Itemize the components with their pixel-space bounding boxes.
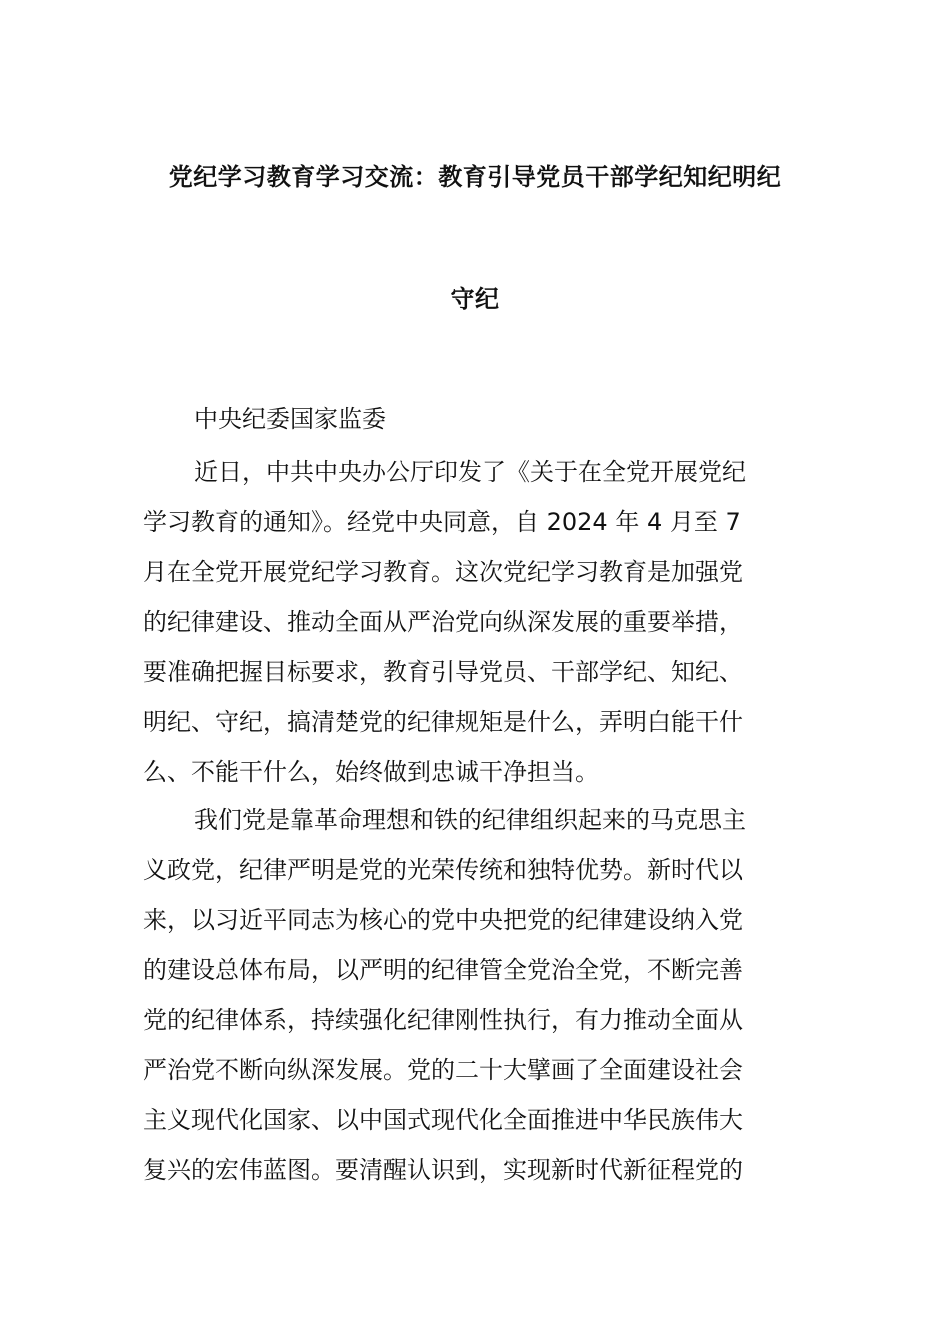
- paragraph-line: 复兴的宏伟蓝图。要清醒认识到，实现新时代新征程党的: [143, 1156, 743, 1184]
- paragraph-line: 来，以习近平同志为核心的党中央把党的纪律建设纳入党: [143, 906, 743, 934]
- document-title-line-1: 党纪学习教育学习交流：教育引导党员干部学纪知纪明纪: [168, 163, 782, 191]
- author-byline: 中央纪委国家监委: [194, 405, 386, 433]
- paragraph-line: 月在全党开展党纪学习教育。这次党纪学习教育是加强党: [143, 558, 743, 586]
- paragraph-line: 的建设总体布局，以严明的纪律管全党治全党，不断完善: [143, 956, 743, 984]
- paragraph-line: 要准确把握目标要求，教育引导党员、干部学纪、知纪、: [143, 658, 743, 686]
- paragraph-line: 党的纪律体系，持续强化纪律刚性执行，有力推动全面从: [143, 1006, 743, 1034]
- document-title-line-2: 守纪: [450, 285, 500, 313]
- paragraph-line: 的纪律建设、推动全面从严治党向纵深发展的重要举措，: [143, 608, 743, 636]
- paragraph-1: [143, 447, 808, 797]
- paragraph-line: 明纪、守纪，搞清楚党的纪律规矩是什么，弄明白能干什: [143, 708, 743, 736]
- paragraph-line: 严治党不断向纵深发展。党的二十大擘画了全面建设社会: [143, 1056, 743, 1084]
- paragraph-line: 学习教育的通知》。经党中央同意，自 2024 年 4 月至 7: [143, 508, 741, 536]
- paragraph-line: 我们党是靠革命理想和铁的纪律组织起来的马克思主: [194, 806, 746, 834]
- paragraph-line: 义政党，纪律严明是党的光荣传统和独特优势。新时代以: [143, 856, 743, 884]
- paragraph-2: [143, 795, 808, 1195]
- paragraph-line: 么、不能干什么，始终做到忠诚干净担当。: [143, 758, 599, 786]
- paragraph-line: 近日，中共中央办公厅印发了《关于在全党开展党纪: [194, 458, 746, 486]
- paragraph-line: 主义现代化国家、以中国式现代化全面推进中华民族伟大: [143, 1106, 743, 1134]
